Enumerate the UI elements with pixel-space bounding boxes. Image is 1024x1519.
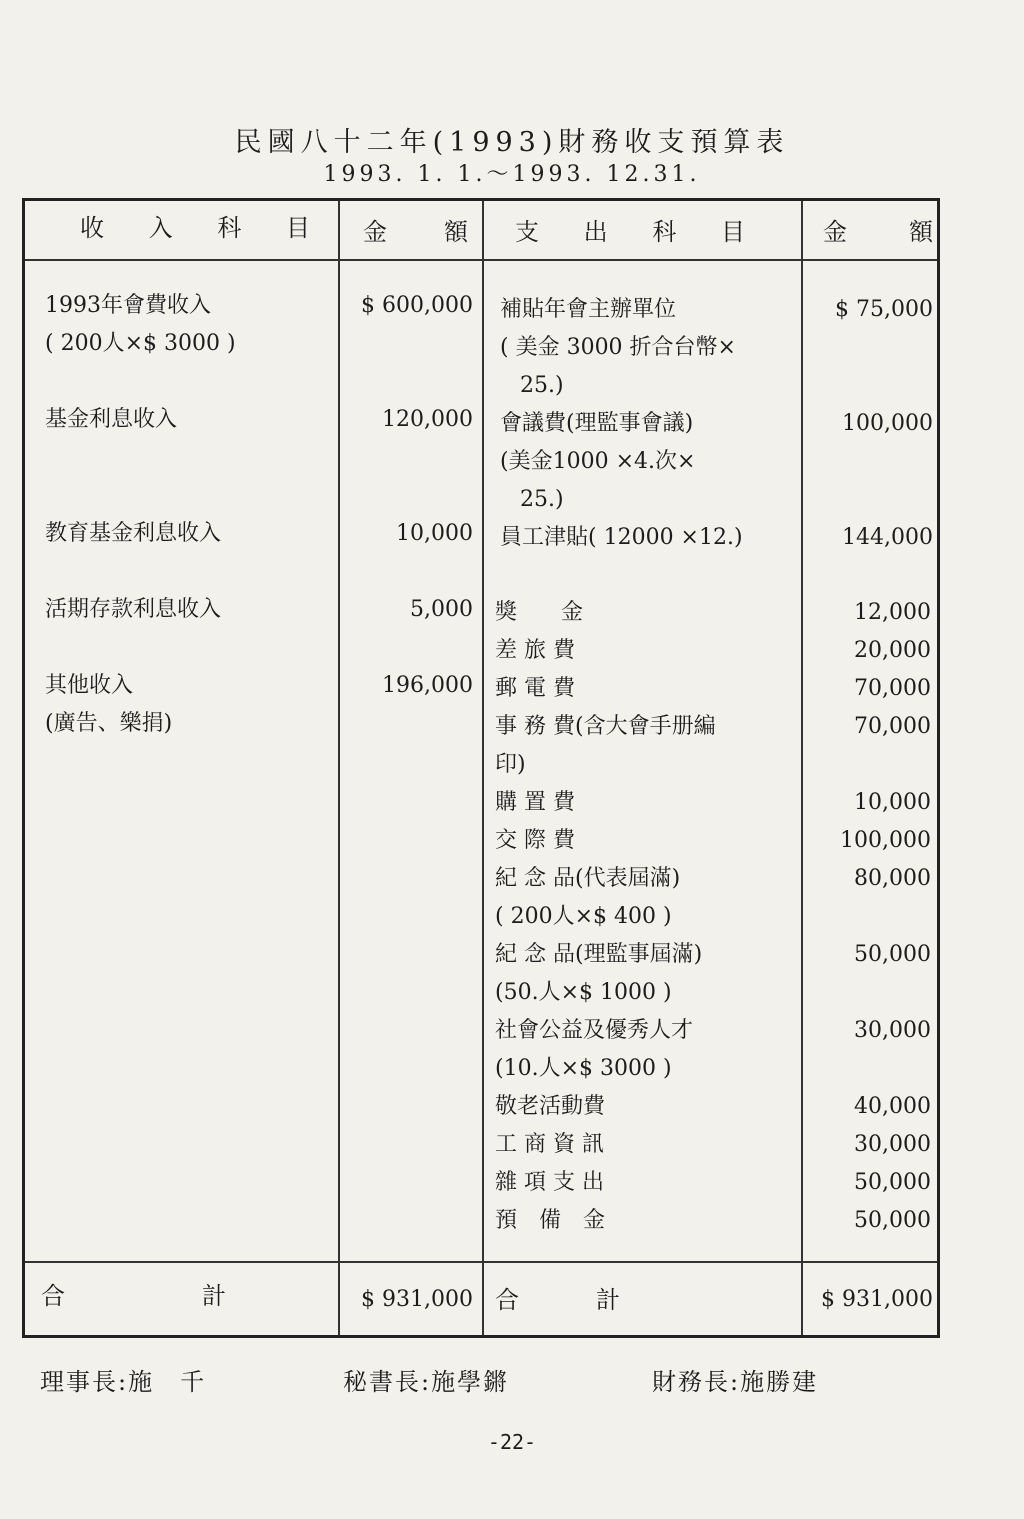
budget-period: 1993. 1. 1.～1993. 12.31.	[323, 162, 701, 187]
income-label: 其他收入	[45, 673, 134, 698]
expense-amount: $ 75,000	[835, 297, 933, 322]
expense-list-item: 差 旅 費 20,000	[495, 638, 931, 663]
expense-list-item: 工 商 資 訊 30,000	[495, 1132, 931, 1157]
income-label: (廣告、樂捐)	[45, 711, 173, 736]
expense-list-item: ( 200人×$ 400 )	[495, 904, 672, 929]
income-label: 1993年會費收入	[45, 293, 211, 318]
expense-label: (美金1000 ×4.次×	[500, 449, 696, 474]
expense-list-item: 購 置 費 10,000	[495, 790, 931, 815]
expense-list-item: 事 務 費(含大會手册編 70,000	[495, 714, 931, 739]
budget-table	[22, 198, 940, 1338]
expense-list-item: 印)	[495, 752, 526, 777]
expense-list-item: 社會公益及優秀人才 30,000	[495, 1018, 931, 1043]
income-amount: 120,000	[382, 407, 473, 432]
total-income-label: 合 計	[41, 1282, 226, 1310]
chairman-signature: 理事長:施 千	[40, 1368, 207, 1396]
header-expense-amount: 金 額	[823, 218, 933, 246]
header-divider	[25, 259, 937, 261]
total-expense-label: 合 計	[495, 1286, 620, 1314]
col-divider	[338, 201, 340, 1335]
expense-list-item: 郵 電 費 70,000	[495, 676, 931, 701]
income-label: 活期存款利息收入	[45, 597, 222, 622]
expense-list-item: (10.人×$ 3000 )	[495, 1056, 672, 1081]
income-label: ( 200人×$ 3000 )	[45, 331, 236, 356]
expense-list-item: 敬老活動費 40,000	[495, 1094, 931, 1119]
income-label: 教育基金利息收入	[45, 521, 222, 546]
header-expense-item: 支 出 科 目	[515, 218, 745, 246]
total-expense-amount: $ 931,000	[821, 1287, 933, 1312]
expense-list-item: 預 備 金 50,000	[495, 1208, 931, 1233]
income-amount: 196,000	[382, 673, 473, 698]
income-amount: $ 600,000	[361, 293, 473, 318]
page-title: 民國八十二年(1993)財務收支預算表	[234, 127, 790, 158]
expense-label: ( 美金 3000 折合台幣×	[500, 335, 736, 360]
expense-label: 補貼年會主辦單位	[500, 297, 677, 322]
expense-list-item: 交 際 費 100,000	[495, 828, 931, 853]
expense-list-item: 雜 項 支 出 50,000	[495, 1170, 931, 1195]
expense-list-item: 紀 念 品(理監事屆滿) 50,000	[495, 942, 931, 967]
total-divider	[25, 1261, 937, 1263]
expense-list-item: 獎 金 12,000	[495, 600, 931, 625]
secretary-signature: 秘書長:施學鏘	[343, 1368, 510, 1396]
expense-list-item: (50.人×$ 1000 )	[495, 980, 672, 1005]
expense-list-item: 紀 念 品(代表屆滿) 80,000	[495, 866, 931, 891]
expense-row	[500, 291, 736, 405]
income-row	[45, 667, 172, 743]
header-income-item: 收 入 科 目	[80, 214, 310, 242]
expense-label: 員工津貼( 12000 ×12.)	[500, 525, 743, 550]
expense-label: 25.)	[520, 487, 564, 512]
expense-amount: 100,000	[842, 411, 933, 436]
income-label: 基金利息收入	[45, 407, 178, 432]
treasurer-signature: 財務長:施勝建	[652, 1368, 819, 1396]
total-income-amount: $ 931,000	[361, 1287, 473, 1312]
header-income-amount: 金 額	[363, 218, 468, 246]
expense-amount: 144,000	[842, 525, 933, 550]
page-number: -22-	[487, 1430, 537, 1454]
expense-label: 會議費(理監事會議)	[500, 411, 694, 436]
col-divider	[482, 201, 484, 1335]
expense-label: 25.)	[520, 373, 564, 398]
income-amount: 5,000	[410, 597, 473, 622]
income-amount: 10,000	[396, 521, 473, 546]
income-row	[45, 287, 236, 363]
expense-list	[495, 594, 931, 1240]
expense-row	[500, 405, 695, 519]
